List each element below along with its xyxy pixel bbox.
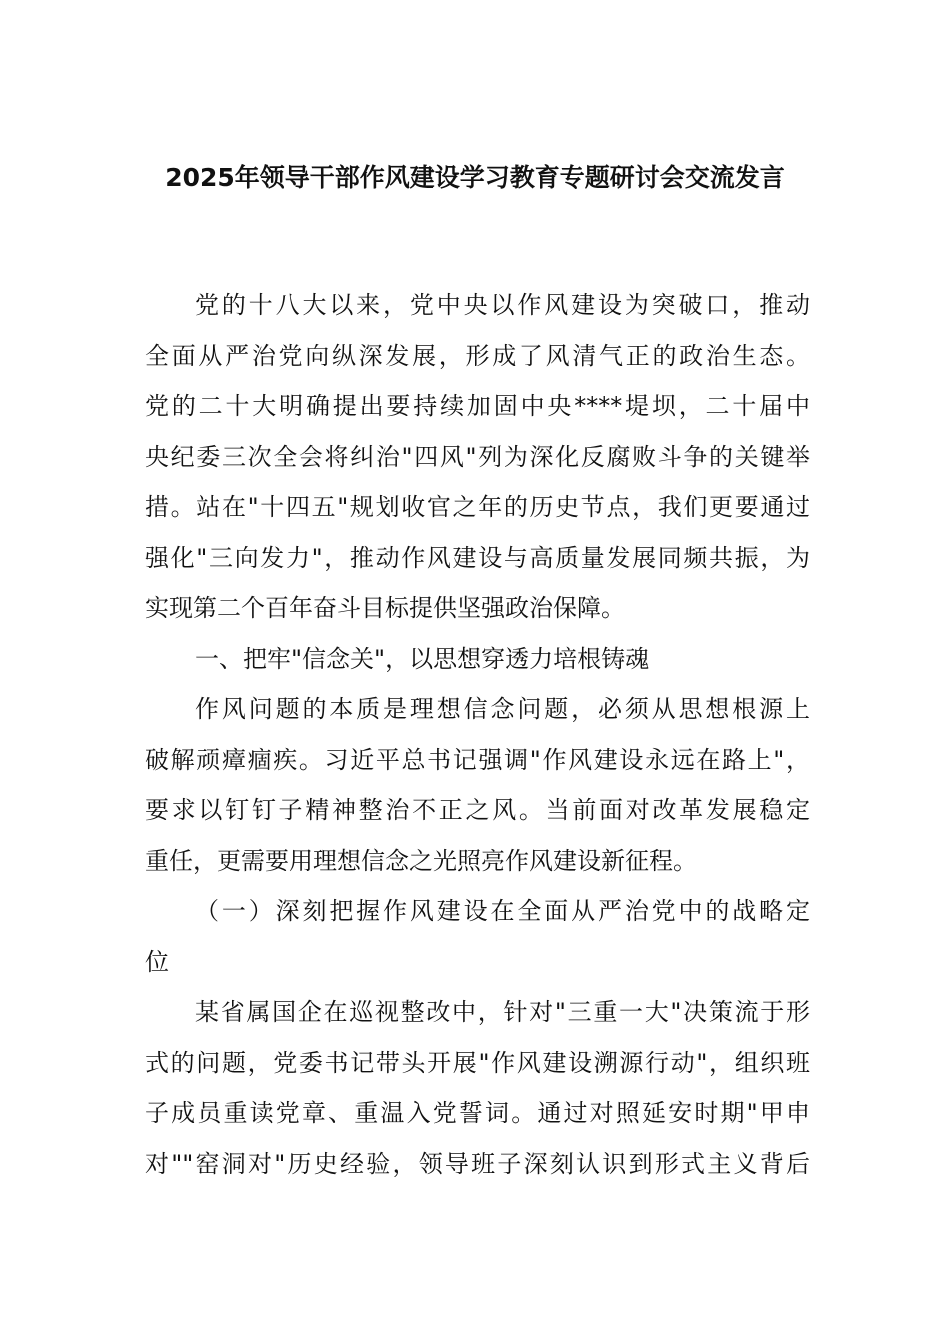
text-line: 全面从严治党向纵深发展，形成了风清气正的政治生态。: [145, 341, 810, 370]
case-paragraph: [145, 987, 810, 1189]
document-body: [145, 280, 810, 1189]
text-line: 央纪委三次全会将纠治"四风"列为深化反腐败斗争的关键举: [145, 442, 810, 471]
text-line: 措。站在"十四五"规划收官之年的历史节点，我们更要通过: [145, 493, 810, 521]
text-line: 强化"三向发力"，推动作风建设与高质量发展同频共振，为: [145, 543, 810, 572]
text-line: 作风问题的本质是理想信念问题，必须从思想根源上: [195, 695, 810, 723]
text-line: （一）深刻把握作风建设在全面从严治党中的战略定: [195, 897, 810, 925]
text-line: 式的问题，党委书记带头开展"作风建设溯源行动"，组织班: [145, 1048, 810, 1077]
text-line: 破解顽瘴痼疾。习近平总书记强调"作风建设永远在路上"，: [145, 745, 810, 774]
section-paragraph: [145, 684, 810, 886]
text-line: 重任，更需要用理想信念之光照亮作风建设新征程。: [145, 846, 697, 875]
text-line: 实现第二个百年奋斗目标提供坚强政治保障。: [145, 594, 625, 622]
text-line: 党的十八大以来，党中央以作风建设为突破口，推动: [195, 291, 810, 319]
text-line: 位: [145, 947, 169, 976]
intro-paragraph: [145, 280, 810, 634]
section-heading: 一、把牢"信念关"，以思想穿透力培根铸魂: [195, 644, 650, 673]
document-title: 2025年领导干部作风建设学习教育专题研讨会交流发言: [165, 163, 785, 192]
text-line: 子成员重读党章、重温入党誓词。通过对照延安时期"甲申: [145, 1099, 810, 1127]
text-line: 对""窑洞对"历史经验，领导班子深刻认识到形式主义背后: [145, 1149, 810, 1178]
subsection-heading: [145, 886, 810, 987]
text-line: 某省属国企在巡视整改中，针对"三重一大"决策流于形: [195, 998, 810, 1026]
text-line: 党的二十大明确提出要持续加固中央****堤坝，二十届中: [145, 392, 810, 420]
text-line: 要求以钉钉子精神整治不正之风。当前面对改革发展稳定: [145, 796, 810, 824]
